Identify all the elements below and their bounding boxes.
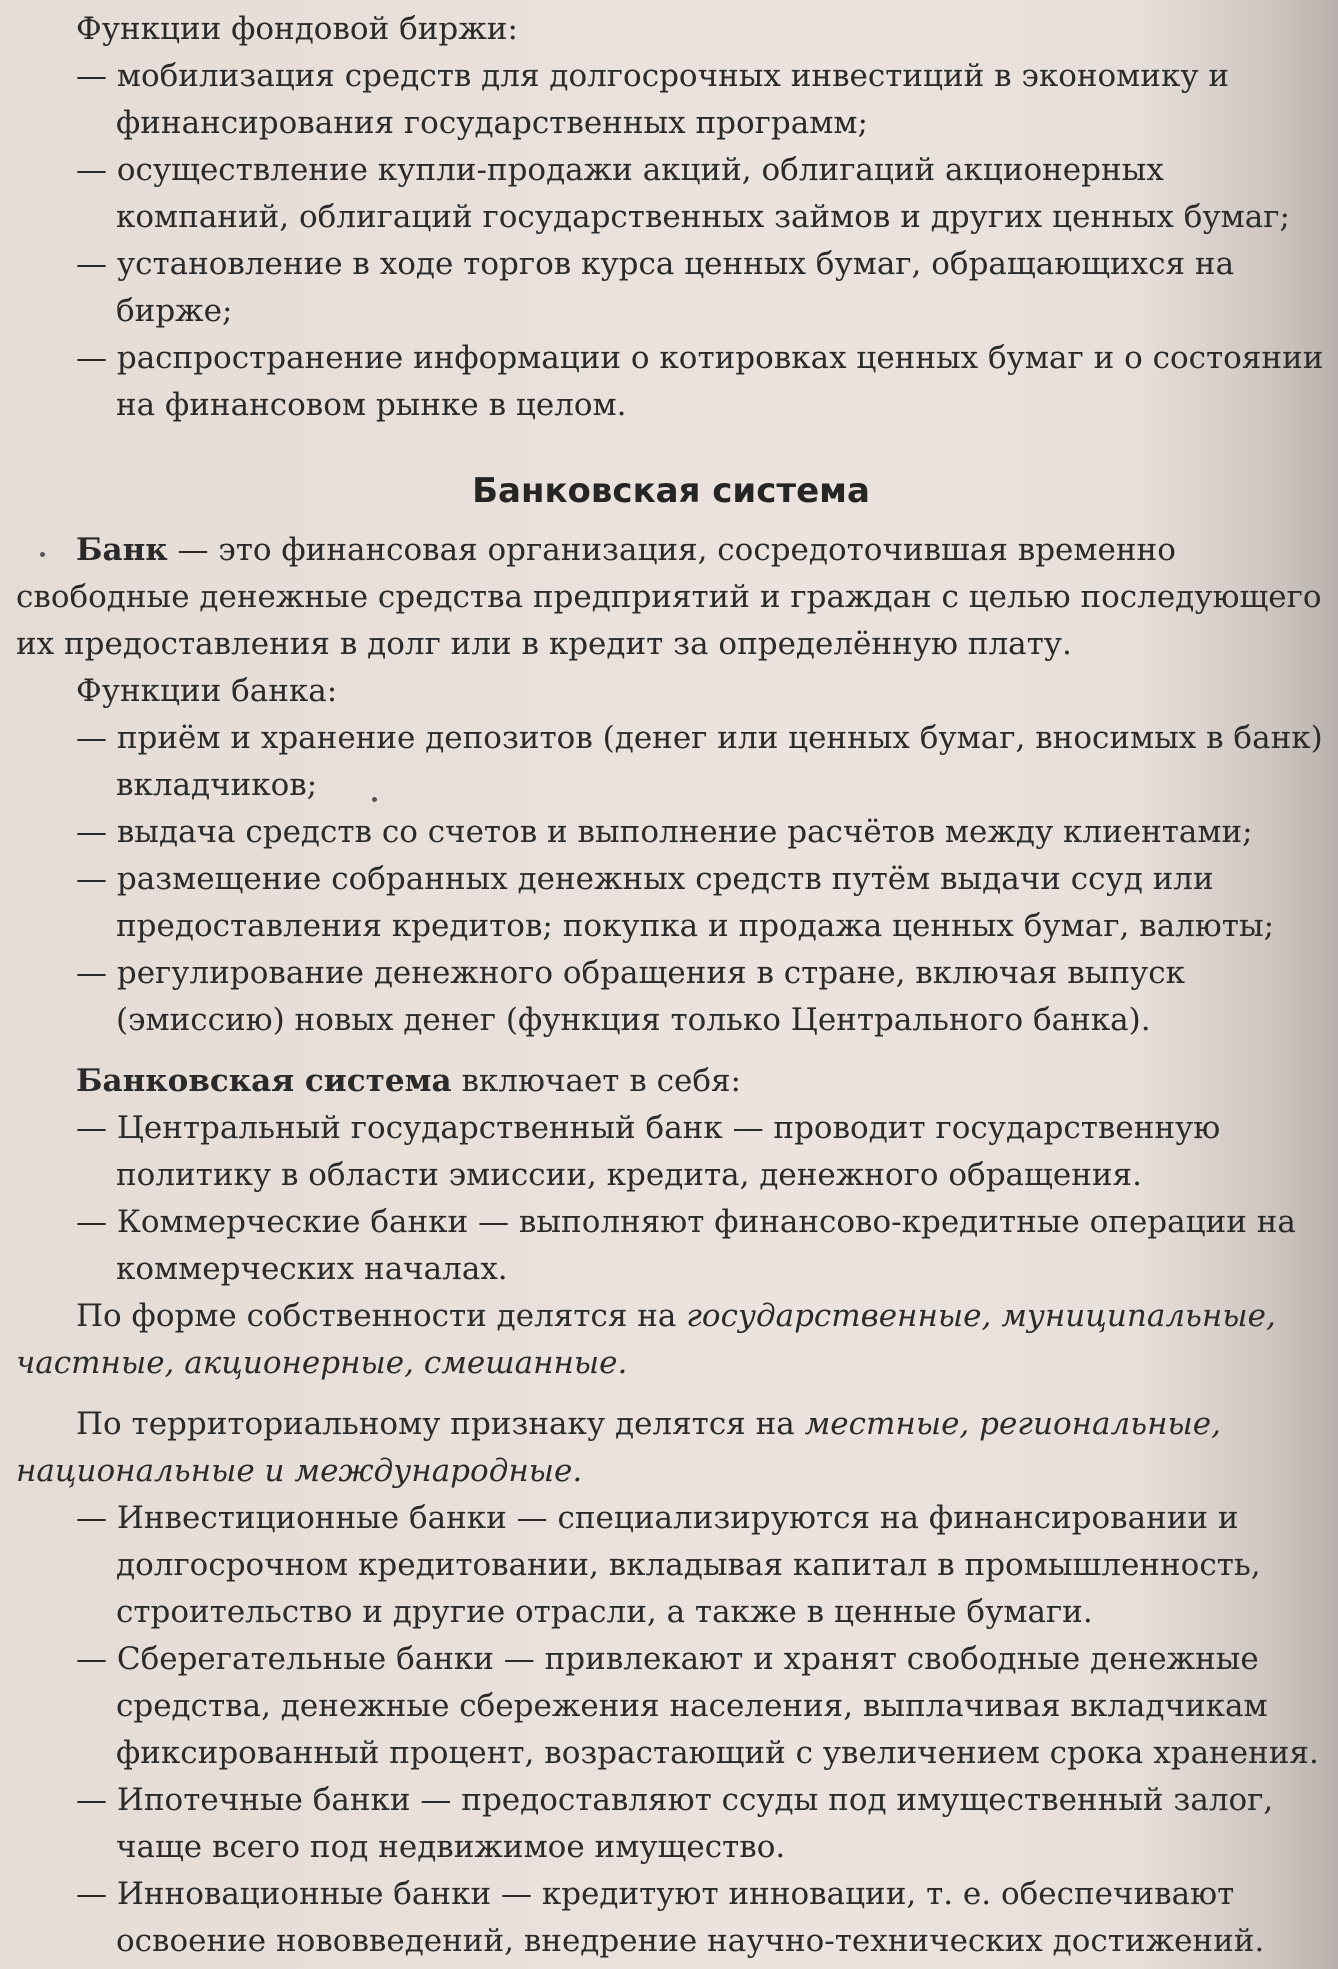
list-item: — Центральный государственный банк — проводит государственную политику в области эмиссии, кредита, денежного обращения. bbox=[76, 1110, 1221, 1193]
bank-definition-text: — это финансовая организация, сосредоточившая временно свободные денежные средства предприятий и граждан с целью последующего их предоставления в долг или в кредит за определённую плату. bbox=[16, 532, 1322, 662]
territory-italic: местные, региональные, национальные и международные. bbox=[16, 1406, 1221, 1489]
territory-text: По территориальному признаку делятся на bbox=[76, 1406, 805, 1442]
list-item: — размещение собранных денежных средств путём выдачи ссуд или предоставления кредитов; покупка и продажа ценных бумаг, валюты; bbox=[76, 861, 1275, 944]
territory-paragraph bbox=[16, 1401, 1326, 1495]
bank-functions-title: Функции банка: bbox=[76, 673, 338, 709]
list-item: — Инвестиционные банки — специализируются на финансировании и долгосрочном кредитовании, вкладывая капитал в промышленность, строительство и другие отрасли, а также в ценные бумаги. bbox=[76, 1500, 1261, 1630]
ownership-italic: государственные, муниципальные, частные, акционерные, смешанные. bbox=[16, 1298, 1276, 1381]
section-heading: Банковская система bbox=[472, 471, 870, 511]
list-item: — выдача средств со счетов и выполнение расчётов между клиентами; bbox=[76, 814, 1253, 850]
ownership-text: По форме собственности делятся на bbox=[76, 1298, 687, 1334]
list-item: — установление в ходе торгов курса ценных бумаг, обращающихся на бирже; bbox=[76, 246, 1235, 329]
list-item: — осуществление купли-продажи акций, облигаций акционерных компаний, облигаций государственных займов и других ценных бумаг; bbox=[76, 152, 1290, 235]
list-item: — Сберегательные банки — привлекают и хранят свободные денежные средства, денежные сбережения населения, выплачивая вкладчикам фиксированный процент, возрастающий с увеличением срока хранения. bbox=[76, 1641, 1319, 1771]
bank-definition bbox=[16, 527, 1326, 668]
stock-functions-title: Функции фондовой биржи: bbox=[76, 11, 518, 47]
list-item: — приём и хранение депозитов (денег или ценных бумаг, вносимых в банк) вкладчиков; bbox=[76, 720, 1323, 803]
list-item: — Инновационные банки — кредитуют инновации, т. е. обеспечивают освоение нововведений, внедрение научно-технических достижений. bbox=[76, 1876, 1265, 1959]
banking-system-text: включает в себя: bbox=[451, 1063, 741, 1099]
list-item: — Коммерческие банки — выполняют финансово-кредитные операции на коммерческих началах. bbox=[76, 1204, 1296, 1287]
banking-system-term: Банковская система bbox=[76, 1063, 452, 1099]
list-item: — распространение информации о котировках ценных бумаг и о состоянии на финансовом рынке в целом. bbox=[76, 340, 1324, 423]
list-item: — мобилизация средств для долгосрочных инвестиций в экономику и финансирования государственных программ; bbox=[76, 58, 1230, 141]
ownership-paragraph bbox=[16, 1293, 1326, 1387]
banking-system-intro bbox=[16, 1058, 1326, 1105]
page-text bbox=[16, 6, 1326, 1965]
bank-term: Банк bbox=[76, 532, 168, 568]
list-item: — регулирование денежного обращения в стране, включая выпуск (эмиссию) новых денег (функция только Центрального банка). bbox=[76, 955, 1185, 1038]
list-item: — Ипотечные банки — предоставляют ссуды под имущественный залог, чаще всего под недвижимое имущество. bbox=[76, 1782, 1274, 1865]
